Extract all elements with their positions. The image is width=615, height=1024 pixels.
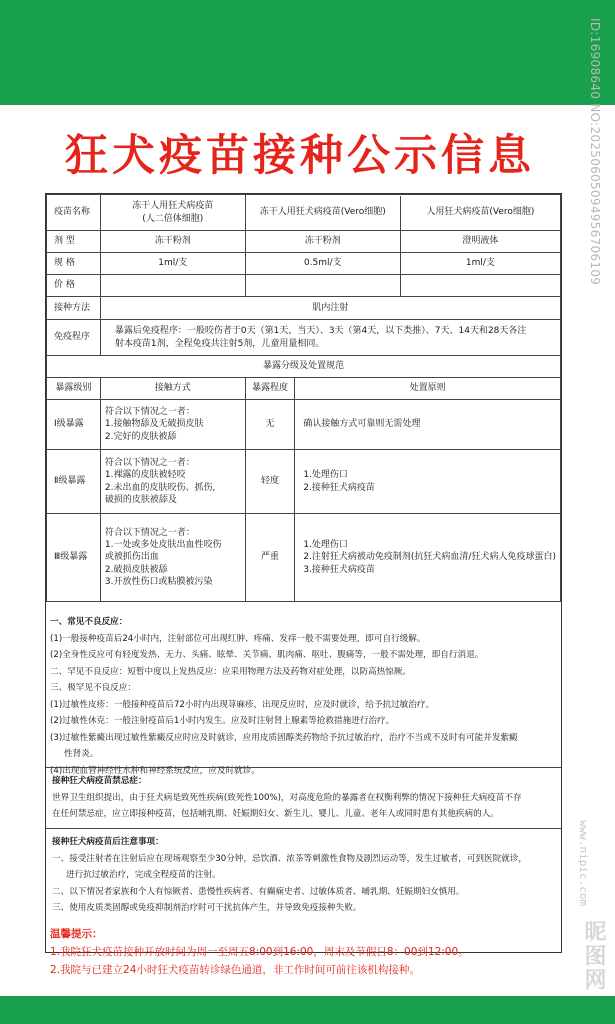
exposure-title: 暴露分级及处置规范 xyxy=(47,356,561,378)
price-value-1 xyxy=(100,275,245,297)
cautions-section xyxy=(46,828,561,919)
caution-line: 二、以下情况者家族和个人有惊厥者、患慢性疾病者、有癫痫史者、过敏体质者、哺乳期、妊娠期妇女慎用。 xyxy=(52,886,465,897)
exposure-handling-1: 确认接触方式可靠则无需处理 xyxy=(295,400,561,450)
tip-line: 1.我院狂犬疫苗接种开放时间为周一至周五8:00到16:00，周末及节假日8：00到12:00。 xyxy=(50,946,469,958)
price-label: 价 格 xyxy=(47,275,101,297)
vaccine-form-3: 澄明液体 xyxy=(462,236,499,247)
adverse-reactions-heading: 一、常见不良反应： xyxy=(50,617,128,627)
contraindications-section xyxy=(46,767,561,825)
contra-line: 世界卫生组织提出，由于狂犬病是致死性疾病(致死性100%)，对高度危险的暴露者在权衡利弊的情况下接种狂犬病疫苗不存 xyxy=(52,792,522,803)
exposure-handling-3: 1.处理伤口 2.注射狂犬病被动免疫制剂(抗狂犬病血清/狂犬病人免疫球蛋白) 3.接种狂犬病疫苗 xyxy=(295,514,561,602)
table-header-row xyxy=(47,378,561,400)
side-id-text: ID:16908640 NO:20250605094956706109 xyxy=(588,18,602,286)
col-header-handling: 处置原则 xyxy=(295,378,561,400)
table-row xyxy=(47,195,561,231)
caution-line: 进行抗过敏治疗，完成全程疫苗的注射。 xyxy=(66,870,221,880)
col-header-degree: 暴露程度 xyxy=(245,378,295,400)
watermark: www.nipic.com xyxy=(577,820,590,907)
table-row xyxy=(47,297,561,320)
table-row xyxy=(47,356,561,378)
vaccine-name-2: 冻干人用狂犬病疫苗(Vero细胞) xyxy=(246,196,401,230)
exposure-level-1: Ⅰ级暴露 xyxy=(47,400,101,450)
note-line: (1)一般接种疫苗后24小时内，注射部位可出现红肿、疼痛、发痒一般不需要处理，即可自行缓解。 xyxy=(50,633,426,644)
form-label: 剂 型 xyxy=(47,231,101,253)
method-value: 肌内注射 xyxy=(100,297,560,320)
exposure-contact-2: 符合以下情况之一者： 1.裸露的皮肤被轻咬 2.未出血的皮肤咬伤、抓伤, 破损的皮肤被舔及 xyxy=(100,450,245,514)
vaccine-name-1: 冻干人用狂犬病疫苗 (人二倍体细胞) xyxy=(100,195,245,231)
vaccine-name-3: 人用狂犬病疫苗(Vero细胞) xyxy=(426,207,535,218)
spec-label: 规 格 xyxy=(47,253,101,275)
method-label: 接种方法 xyxy=(47,297,101,320)
exposure-degree-2: 轻度 xyxy=(245,450,295,514)
table-row xyxy=(47,320,561,356)
note-line: (1)过敏性皮疹：一般接种疫苗后72小时内出现荨麻疹，出现反应时，应及时就诊，给予抗过敏治疗。 xyxy=(50,699,435,710)
bottom-green-band xyxy=(0,996,615,1024)
vaccine-name-label: 疫苗名称 xyxy=(47,195,101,231)
exposure-contact-1: 符合以下情况之一者： 1.接触物舔及无破损皮肤 2.完好的皮肤被舔 xyxy=(100,400,245,450)
site-logo: 昵图网 xyxy=(581,920,606,992)
exposure-degree-1: 无 xyxy=(245,400,295,450)
vaccine-form-1: 冻干粉剂 xyxy=(100,231,245,253)
vaccine-table xyxy=(46,194,561,602)
table-row xyxy=(47,400,561,450)
table-row xyxy=(47,275,561,297)
tip-line: 2.我院与已建立24小时狂犬疫苗转诊绿色通道，非工作时间可前往该机构接种。 xyxy=(50,964,420,976)
exposure-level-2: Ⅱ级暴露 xyxy=(47,450,101,514)
note-line: (2)过敏性休克：一般注射疫苗后1小时内发生。应及时注射肾上腺素等抢救措施进行治疗。 xyxy=(50,716,395,726)
table-row xyxy=(47,450,561,514)
exposure-level-3: Ⅲ级暴露 xyxy=(47,514,101,602)
page-title: 狂犬疫苗接种公示信息 xyxy=(65,131,535,181)
note-line: 性肾炎。 xyxy=(64,749,99,759)
tips-section xyxy=(50,925,560,979)
col-header-level: 暴露级别 xyxy=(47,378,101,400)
tips-heading: 温馨提示： xyxy=(50,928,103,940)
contra-line: 在任何禁忌症，应立即接种疫苗，包括哺乳期、妊娠期妇女、新生儿、婴儿、儿童、老年人或同时患有其他疾病的人。 xyxy=(52,809,499,819)
exposure-handling-2: 1.处理伤口 2.接种狂犬病疫苗 xyxy=(295,450,561,514)
note-line: (3)过敏性紫癜出现过敏性紫癜反应时应及时就诊，应用皮质固醇类药物给予抗过敏治疗，治疗不当或不及时有可能并发紫癜 xyxy=(50,732,518,743)
vaccine-form-2: 冻干粉剂 xyxy=(246,231,401,252)
exposure-degree-3: 严重 xyxy=(245,514,295,602)
exposure-contact-3: 符合以下情况之一者： 1.一处或多处皮肤出血性咬伤 或被抓伤出血 2.破损皮肤被舔 3.开放性伤口或粘膜被污染 xyxy=(100,514,245,602)
table-row xyxy=(47,514,561,602)
caution-line: 三、使用皮质类固醇或免疫抑制剂治疗时可干扰抗体产生，并导致免疫接种失败。 xyxy=(52,903,362,913)
vaccine-spec-2: 0.5ml/支 xyxy=(246,253,401,274)
vaccine-spec-1: 1ml/支 xyxy=(100,253,245,275)
note-line: (4)出现血管神经性水肿和神经系统反应，应及时就诊。 xyxy=(50,765,260,776)
price-value-2 xyxy=(246,275,401,296)
table-row xyxy=(47,231,561,253)
vaccine-name-pair xyxy=(245,195,560,231)
note-line: (2)全身性反应可有轻度发热、无力、头痛、眩晕、关节痛、肌肉痛、呕吐、腹痛等，一般不需处理，即自行消退。 xyxy=(50,650,484,660)
contraindications-heading: 接种狂犬病疫苗禁忌症： xyxy=(52,776,147,786)
vaccine-spec-3: 1ml/支 xyxy=(465,258,495,269)
top-green-band xyxy=(0,0,615,105)
adverse-reactions-section xyxy=(50,614,558,779)
note-line: 三、极罕见不良反应： xyxy=(50,683,136,693)
table-row xyxy=(47,253,561,275)
col-header-contact: 接触方式 xyxy=(100,378,245,400)
schedule-value: 暴露后免疫程序：一般咬伤者于0天（第1天，当天）、3天（第4天，以下类推）、7天、14天和28天各注 射本疫苗1剂，全程免疫共注射5剂，儿童用量相同。 xyxy=(100,320,560,356)
note-line: 二、罕见不良反应：短暂中度以上发热反应：应采用物理方法及药物对症处理，以防高热惊厥。 xyxy=(50,666,411,677)
cautions-heading: 接种狂犬病疫苗后注意事项： xyxy=(52,837,164,847)
price-value-3 xyxy=(401,275,560,296)
caution-line: 一、接受注射者在注射后应在现场观察至少30分钟，忌饮酒、浓茶等刺激性食物及剧烈运动等，发生过敏者，可到医院就诊， xyxy=(52,853,528,864)
schedule-label: 免疫程序 xyxy=(47,320,101,356)
